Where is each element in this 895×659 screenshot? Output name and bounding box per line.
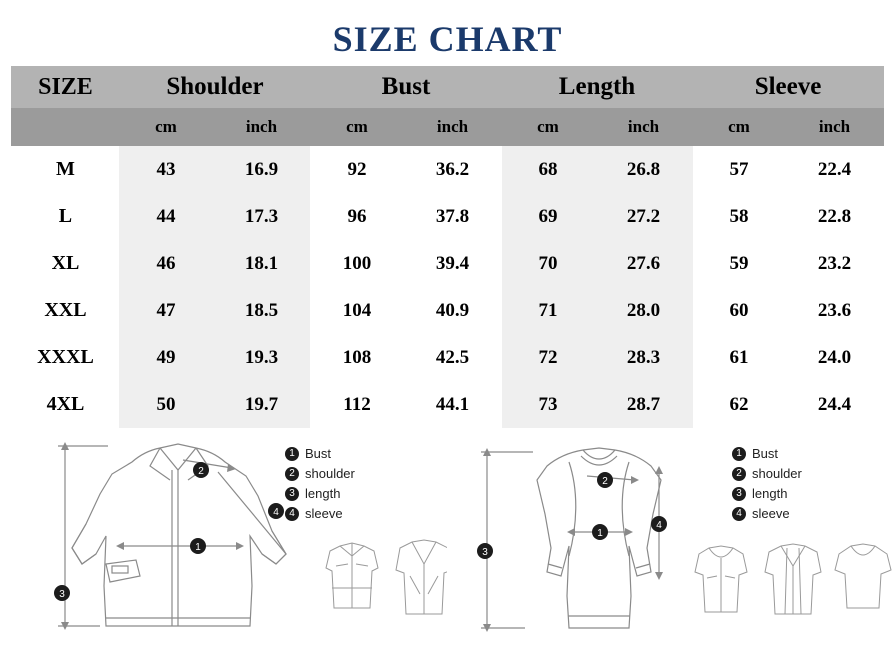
units-blank bbox=[11, 108, 119, 146]
legend-number-icon: 3 bbox=[285, 487, 299, 501]
marker-2 bbox=[193, 462, 209, 478]
cell-bust-cm: 104 bbox=[310, 287, 403, 334]
cell-shoulder-inch: 16.9 bbox=[212, 146, 310, 193]
legend-label: shoulder bbox=[305, 466, 355, 481]
legend-label: Bust bbox=[752, 446, 779, 461]
table-row bbox=[11, 334, 883, 381]
cell-size: 4XL bbox=[11, 381, 119, 428]
marker-1 bbox=[190, 538, 206, 554]
cell-length-cm: 70 bbox=[502, 240, 595, 287]
legend-label: sleeve bbox=[752, 506, 790, 521]
measurement-diagrams bbox=[0, 436, 895, 656]
units-length-cm: cm bbox=[502, 108, 595, 146]
column-header-length: Length bbox=[502, 66, 693, 108]
thumbnail-denim-jacket bbox=[326, 543, 378, 608]
legend-label: sleeve bbox=[305, 506, 343, 521]
cell-sleeve-inch: 23.6 bbox=[786, 287, 884, 334]
units-bust-cm: cm bbox=[310, 108, 403, 146]
cell-bust-cm: 112 bbox=[310, 381, 403, 428]
cell-length-cm: 69 bbox=[502, 193, 595, 240]
legend-item bbox=[732, 444, 802, 464]
cell-sleeve-cm: 62 bbox=[693, 381, 786, 428]
svg-text:2: 2 bbox=[602, 476, 608, 487]
cell-sleeve-inch: 22.4 bbox=[786, 146, 884, 193]
table-row bbox=[11, 193, 883, 240]
cell-sleeve-inch: 24.4 bbox=[786, 381, 884, 428]
cell-shoulder-inch: 17.3 bbox=[212, 193, 310, 240]
cell-bust-cm: 96 bbox=[310, 193, 403, 240]
svg-text:3: 3 bbox=[482, 547, 488, 558]
cell-size: XXL bbox=[11, 287, 119, 334]
cell-size: XXXL bbox=[11, 334, 119, 381]
legend-left bbox=[285, 444, 355, 524]
units-shoulder-cm: cm bbox=[119, 108, 212, 146]
column-header-bust: Bust bbox=[310, 66, 501, 108]
legend-number-icon: 3 bbox=[732, 487, 746, 501]
marker-1 bbox=[592, 524, 608, 540]
cell-sleeve-cm: 57 bbox=[693, 146, 786, 193]
cell-bust-cm: 100 bbox=[310, 240, 403, 287]
cell-length-cm: 68 bbox=[502, 146, 595, 193]
column-header-shoulder: Shoulder bbox=[119, 66, 310, 108]
cell-shoulder-cm: 43 bbox=[119, 146, 212, 193]
column-header-sleeve: Sleeve bbox=[693, 66, 884, 108]
cell-size: M bbox=[11, 146, 119, 193]
legend-item bbox=[285, 484, 355, 504]
svg-text:1: 1 bbox=[195, 542, 201, 553]
cell-shoulder-inch: 19.7 bbox=[212, 381, 310, 428]
thumbnail-tshirt bbox=[835, 544, 891, 608]
legend-number-icon: 2 bbox=[732, 467, 746, 481]
legend-item bbox=[732, 484, 802, 504]
legend-item bbox=[732, 504, 802, 524]
shirt-illustration bbox=[0, 436, 447, 656]
units-sleeve-cm: cm bbox=[693, 108, 786, 146]
marker-4 bbox=[651, 516, 667, 532]
cell-sleeve-cm: 60 bbox=[693, 287, 786, 334]
cell-bust-inch: 39.4 bbox=[403, 240, 501, 287]
marker-2 bbox=[597, 472, 613, 488]
table-units-row bbox=[11, 108, 883, 146]
cell-length-cm: 72 bbox=[502, 334, 595, 381]
page-title: SIZE CHART bbox=[332, 19, 563, 59]
legend-number-icon: 1 bbox=[285, 447, 299, 461]
cell-shoulder-inch: 18.1 bbox=[212, 240, 310, 287]
sweatshirt-illustration bbox=[447, 436, 894, 656]
legend-right bbox=[732, 444, 802, 524]
cell-shoulder-cm: 44 bbox=[119, 193, 212, 240]
marker-3 bbox=[54, 585, 70, 601]
diagram-shirt bbox=[0, 436, 447, 656]
cell-sleeve-inch: 22.8 bbox=[786, 193, 884, 240]
cell-length-cm: 71 bbox=[502, 287, 595, 334]
cell-length-inch: 27.2 bbox=[595, 193, 693, 240]
diagram-sweatshirt bbox=[447, 436, 894, 656]
cell-sleeve-cm: 61 bbox=[693, 334, 786, 381]
legend-label: length bbox=[305, 486, 341, 501]
cell-length-inch: 28.7 bbox=[595, 381, 693, 428]
svg-text:3: 3 bbox=[59, 589, 65, 600]
cell-shoulder-cm: 50 bbox=[119, 381, 212, 428]
legend-number-icon: 4 bbox=[285, 507, 299, 521]
table-row bbox=[11, 287, 883, 334]
svg-text:1: 1 bbox=[597, 528, 603, 539]
cell-bust-inch: 42.5 bbox=[403, 334, 501, 381]
cell-size: L bbox=[11, 193, 119, 240]
size-chart-table bbox=[11, 66, 883, 428]
cell-length-inch: 28.0 bbox=[595, 287, 693, 334]
units-bust-inch: inch bbox=[403, 108, 501, 146]
legend-number-icon: 2 bbox=[285, 467, 299, 481]
table-row bbox=[11, 240, 883, 287]
cell-bust-cm: 92 bbox=[310, 146, 403, 193]
marker-3 bbox=[477, 543, 493, 559]
svg-text:2: 2 bbox=[198, 466, 204, 477]
table-row bbox=[11, 381, 883, 428]
units-shoulder-inch: inch bbox=[212, 108, 310, 146]
cell-shoulder-cm: 46 bbox=[119, 240, 212, 287]
cell-shoulder-inch: 19.3 bbox=[212, 334, 310, 381]
thumbnail-hoodie bbox=[695, 546, 747, 612]
cell-size: XL bbox=[11, 240, 119, 287]
legend-label: length bbox=[752, 486, 788, 501]
legend-number-icon: 1 bbox=[732, 447, 746, 461]
legend-label: shoulder bbox=[752, 466, 802, 481]
cell-length-inch: 28.3 bbox=[595, 334, 693, 381]
thumbnail-blazer bbox=[396, 540, 447, 614]
legend-item bbox=[285, 504, 355, 524]
legend-number-icon: 4 bbox=[732, 507, 746, 521]
cell-bust-inch: 36.2 bbox=[403, 146, 501, 193]
cell-shoulder-cm: 49 bbox=[119, 334, 212, 381]
legend-item bbox=[285, 464, 355, 484]
cell-bust-inch: 44.1 bbox=[403, 381, 501, 428]
units-length-inch: inch bbox=[595, 108, 693, 146]
table-header-row bbox=[11, 66, 883, 108]
cell-shoulder-cm: 47 bbox=[119, 287, 212, 334]
cell-length-inch: 26.8 bbox=[595, 146, 693, 193]
cell-bust-cm: 108 bbox=[310, 334, 403, 381]
cell-sleeve-inch: 23.2 bbox=[786, 240, 884, 287]
cell-sleeve-cm: 58 bbox=[693, 193, 786, 240]
table-row bbox=[11, 146, 883, 193]
cell-length-cm: 73 bbox=[502, 381, 595, 428]
marker-4 bbox=[268, 503, 284, 519]
units-sleeve-inch: inch bbox=[786, 108, 884, 146]
cell-shoulder-inch: 18.5 bbox=[212, 287, 310, 334]
cell-bust-inch: 40.9 bbox=[403, 287, 501, 334]
legend-item bbox=[732, 464, 802, 484]
svg-text:4: 4 bbox=[656, 520, 662, 531]
thumbnail-cardigan bbox=[765, 544, 821, 614]
cell-bust-inch: 37.8 bbox=[403, 193, 501, 240]
svg-text:4: 4 bbox=[273, 507, 279, 518]
cell-length-inch: 27.6 bbox=[595, 240, 693, 287]
legend-label: Bust bbox=[305, 446, 332, 461]
cell-sleeve-cm: 59 bbox=[693, 240, 786, 287]
column-header-size: SIZE bbox=[11, 66, 119, 108]
legend-item bbox=[285, 444, 355, 464]
cell-sleeve-inch: 24.0 bbox=[786, 334, 884, 381]
